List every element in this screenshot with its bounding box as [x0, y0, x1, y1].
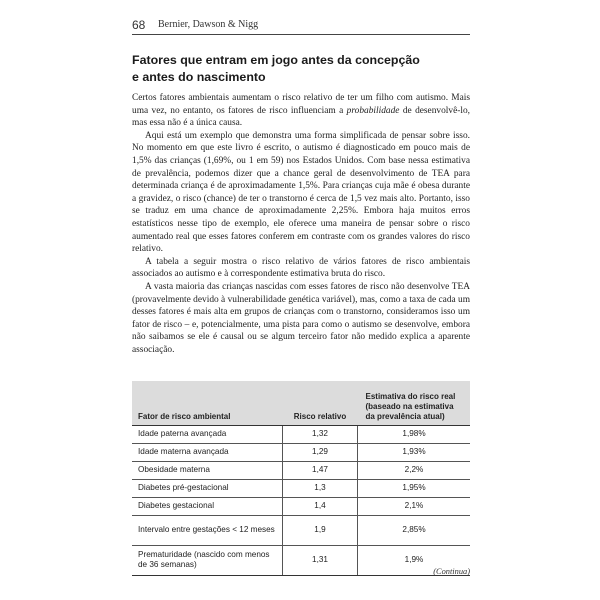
factor-cell: Obesidade materna: [132, 461, 283, 479]
table-row: [132, 425, 470, 443]
paragraph: [132, 281, 470, 357]
relative-risk-cell: 1,9: [283, 515, 358, 545]
relative-risk-cell: 1,32: [283, 425, 358, 443]
paragraph-emphasis: probabilidade: [346, 105, 400, 116]
paragraph: [132, 130, 470, 256]
paragraph-text: A tabela a seguir mostra o risco relativo de vários fatores de risco ambientais associados ao autismo e à correspondente estimativa bruta do risco.: [132, 256, 470, 280]
estimated-risk-cell: 2,85%: [358, 515, 471, 545]
factor-cell: Diabetes gestacional: [132, 497, 283, 515]
paragraph-text: de desenvolvê-lo, mas essa não é a única causa.: [132, 105, 470, 129]
section-heading: [132, 52, 470, 86]
paragraph: [132, 256, 470, 281]
page-number: 68: [132, 18, 146, 32]
table-row: [132, 479, 470, 497]
relative-risk-cell: 1,47: [283, 461, 358, 479]
relative-risk-cell: 1,29: [283, 443, 358, 461]
paragraph-text: A vasta maioria das crianças nascidas com esses fatores de risco não desenvolve TEA (provavelmente devido à vulnerabilidade genética variável), mas, como a taxa de cada um desses fatores é mais alta em grupos de crianças com o transtorno, consideramos isso um fator de risco – e, potencialmente, uma pista para como o autismo se desenvolve, embora não saibamos se ele é causal ou se algum terceiro fator não medido explica a aparente associação.: [132, 281, 470, 355]
factor-cell: Intervalo entre gestações < 12 meses: [132, 515, 283, 545]
estimated-risk-cell: 2,2%: [358, 461, 471, 479]
section-heading-line-1: Fatores que entram em jogo antes da concepção: [132, 53, 420, 67]
column-header-estimated-risk: Estimativa do risco real (baseado na estimativa da prevalência atual): [358, 381, 471, 425]
estimated-risk-cell: 1,98%: [358, 425, 471, 443]
column-header-factor: Fator de risco ambiental: [132, 381, 283, 425]
table-row: [132, 497, 470, 515]
relative-risk-cell: 1,3: [283, 479, 358, 497]
table-header-row: [132, 381, 470, 425]
factor-cell: Prematuridade (nascido com menos de 36 semanas): [132, 545, 283, 575]
header-rule: [132, 34, 470, 35]
body-text: [132, 92, 470, 356]
table-row: [132, 443, 470, 461]
paragraph-text: Aqui está um exemplo que demonstra uma forma simplificada de pensar sobre isso. No momento em que este livro é escrito, o autismo é diagnosticado em pouco mais de 1,5% das crianças (1,69%, ou 1 em 59) nos Estados Unidos. Com base nessa estimativa de prevalência, podemos dizer que a chance geral de desenvolvimento de TEA para determinada criança é de aproximadamente 1,5%. Para crianças cuja mãe é obesa durante a gravidez, o risco (chance) de ter o transtorno é cerca de 1,5 vez mais alto. Portanto, isso se traduz em uma chance de aproximadamente 2,25%. Embora haja muitos erros estatísticos nesse tipo de exemplo, ele oferece uma maneira de pensar sobre o risco aumentado real que esses fatores conferem em contraste com os grandes valores do risco relativo.: [132, 130, 470, 255]
factor-cell: Idade materna avançada: [132, 443, 283, 461]
estimated-risk-cell: 1,93%: [358, 443, 471, 461]
estimated-risk-cell: 2,1%: [358, 497, 471, 515]
factor-cell: Diabetes pré-gestacional: [132, 479, 283, 497]
estimated-risk-cell: 1,95%: [358, 479, 471, 497]
table-row: [132, 461, 470, 479]
relative-risk-cell: 1,31: [283, 545, 358, 575]
risk-factor-table: [132, 381, 470, 576]
table-row: [132, 515, 470, 545]
factor-cell: Idade paterna avançada: [132, 425, 283, 443]
table-row: [132, 545, 470, 575]
running-head-authors: Bernier, Dawson & Nigg: [158, 19, 259, 30]
relative-risk-cell: 1,4: [283, 497, 358, 515]
paragraph: [132, 92, 470, 130]
section-heading-line-2: e antes do nascimento: [132, 70, 266, 84]
estimated-risk-cell: 1,9%: [358, 545, 471, 575]
continued-label: (Continua): [433, 567, 470, 576]
paragraph-text: Certos fatores ambientais aumentam o risco relativo de ter um filho com autismo. Mais uma vez, no entanto, os fatores de risco influenciam a: [132, 93, 470, 116]
column-header-relative-risk: Risco relativo: [283, 381, 358, 425]
